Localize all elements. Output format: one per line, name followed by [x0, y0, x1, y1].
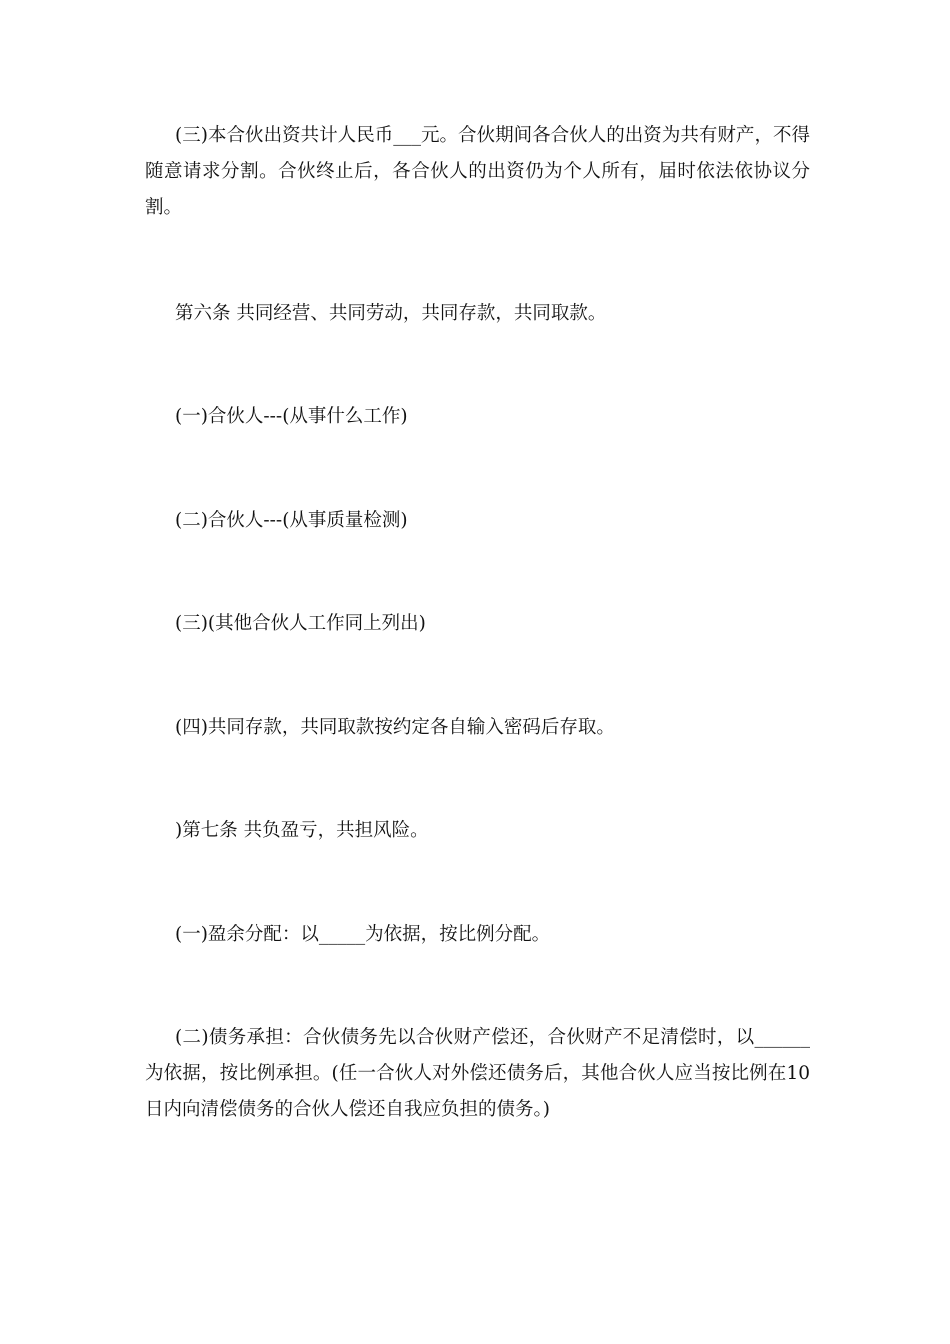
paragraph-capital-contribution: (三)本合伙出资共计人民币___元。合伙期间各合伙人的出资为共有财产，不得随意请求分割。合伙终止后，各合伙人的出资仍为个人所有，届时依法依协议分割。 [145, 125, 810, 218]
paragraph-partner-one: (一)合伙人---(从事什么工作) [175, 406, 408, 427]
paragraph-partner-two: (二)合伙人---(从事质量检测) [175, 510, 408, 531]
paragraph-article-six: 第六条 共同经营、共同劳动，共同存款，共同取款。 [175, 303, 607, 324]
paragraph-profit-distribution: (一)盈余分配：以_____为依据，按比例分配。 [175, 924, 551, 945]
paragraph-article-seven: )第七条 共负盈亏，共担风险。 [175, 820, 429, 841]
paragraph-joint-deposit: (四)共同存款，共同取款按约定各自输入密码后存取。 [175, 717, 615, 738]
paragraph-debt-liability: (二)债务承担：合伙债务先以合伙财产偿还，合伙财产不足清偿时，以______为依据，按比例承担。(任一合伙人对外偿还债务后，其他合伙人应当按比例在10日内向清偿债务的合伙人偿还自我应负担的债务。) [145, 1027, 810, 1120]
paragraph-other-partners: (三)(其他合伙人工作同上列出) [175, 613, 426, 634]
